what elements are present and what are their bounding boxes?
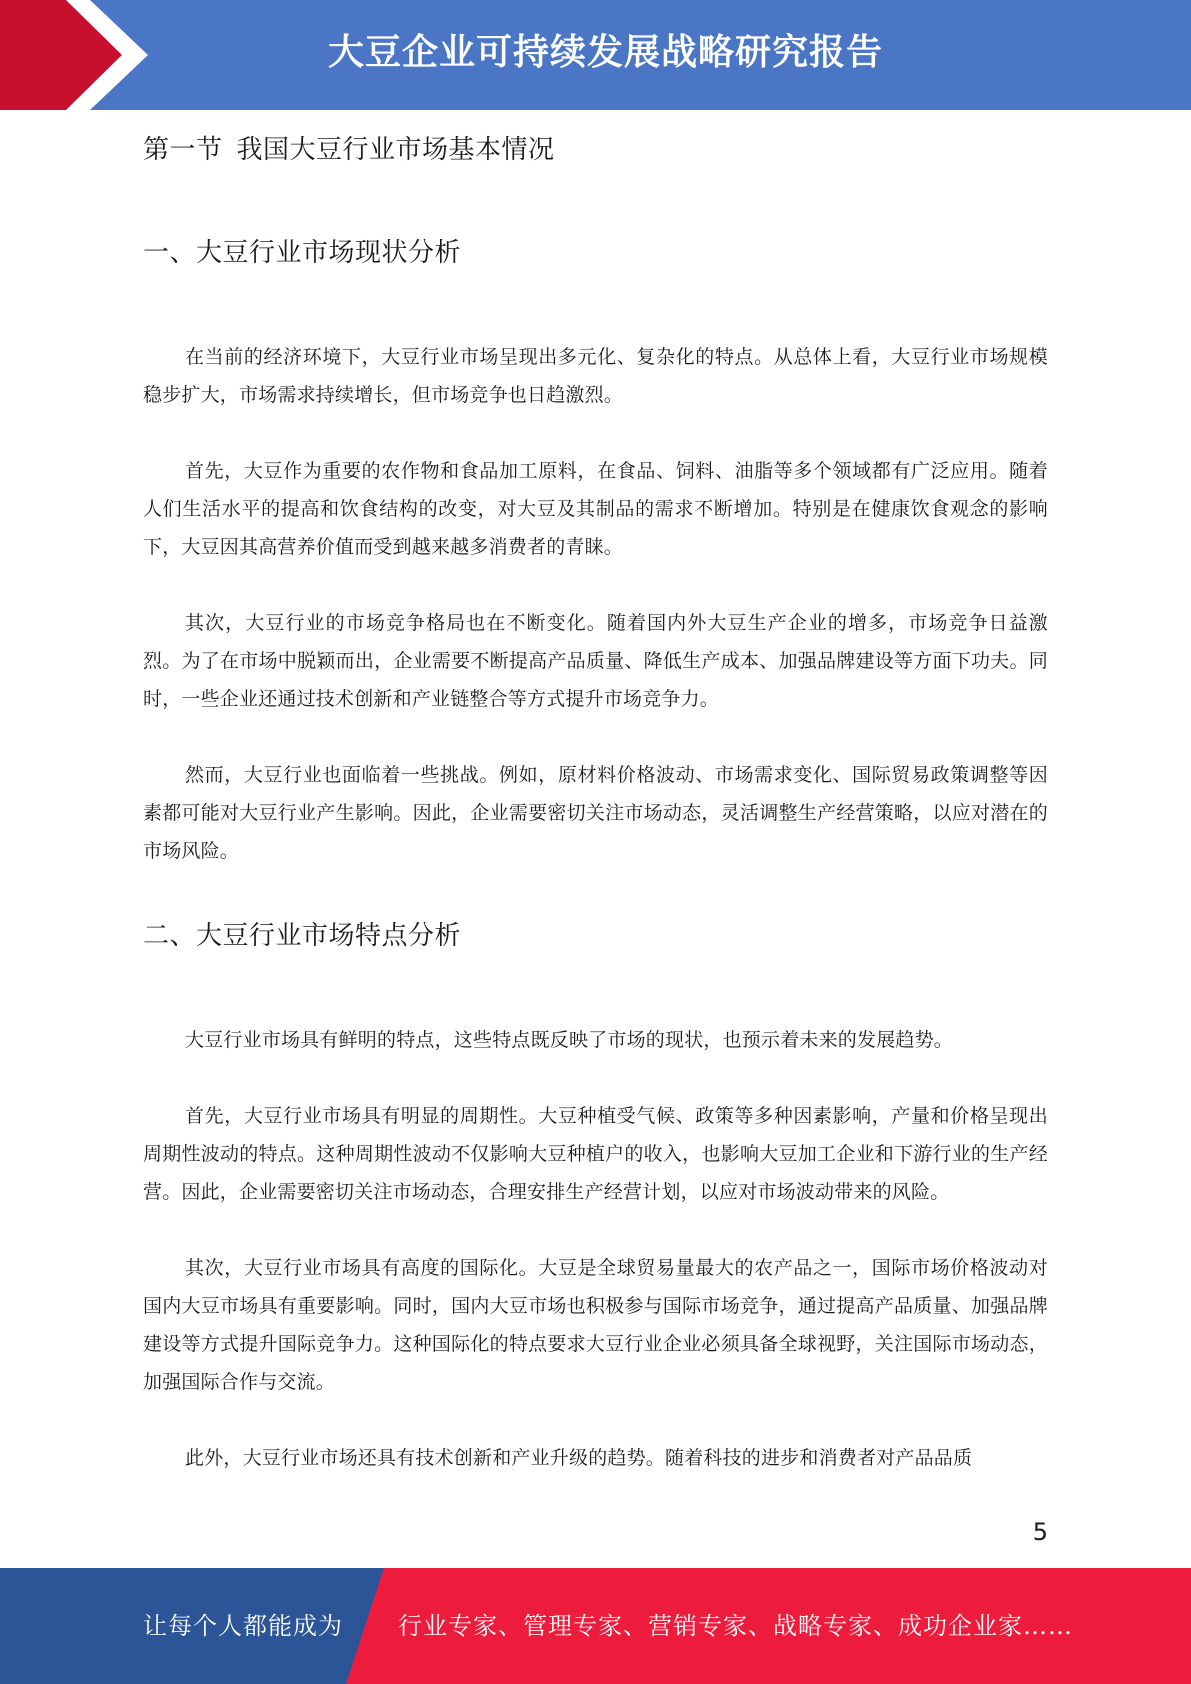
section-name: 我国大豆行业市场基本情况 [236, 135, 555, 165]
footer-slogan-left: 让每个人都能成为 [143, 1612, 343, 1640]
heading-market-status: 一、大豆行业市场现状分析 [143, 238, 462, 268]
page-header [0, 0, 1191, 110]
paragraph: 其次，大豆行业的市场竞争格局也在不断变化。随着国内外大豆生产企业的增多，市场竞争日益激烈。为了在市场中脱颖而出，企业需要不断提高产品质量、降低生产成本、加强品牌建设等方面下功夫。同时，一些企业还通过技术创新和产业链整合等方式提升市场竞争力。 [143, 612, 1048, 710]
report-title: 大豆企业可持续发展战略研究报告 [327, 32, 883, 73]
section-title [143, 130, 1048, 170]
paragraph: 首先，大豆行业市场具有明显的周期性。大豆种植受气候、政策等多种因素影响，产量和价格呈现出周期性波动的特点。这种周期性波动不仅影响大豆种植户的收入，也影响大豆加工企业和下游行业的生产经营。因此，企业需要密切关注市场动态，合理安排生产经营计划，以应对市场波动带来的风险。 [143, 1105, 1048, 1203]
page-number: 5 [1032, 1518, 1048, 1546]
paragraph: 然而，大豆行业也面临着一些挑战。例如，原材料价格波动、市场需求变化、国际贸易政策调整等因素都可能对大豆行业产生影响。因此，企业需要密切关注市场动态，灵活调整生产经营策略，以应对潜在的市场风险。 [143, 764, 1048, 862]
heading-market-features: 二、大豆行业市场特点分析 [143, 921, 462, 951]
paragraph: 在当前的经济环境下，大豆行业市场呈现出多元化、复杂化的特点。从总体上看，大豆行业市场规模稳步扩大，市场需求持续增长，但市场竞争也日趋激烈。 [143, 346, 1048, 406]
page-footer [0, 1568, 1191, 1684]
footer-slogan-right: 行业专家、管理专家、营销专家、战略专家、成功企业家…… [398, 1612, 1073, 1640]
paragraph: 此外，大豆行业市场还具有技术创新和产业升级的趋势。随着科技的进步和消费者对产品品质 [185, 1447, 973, 1469]
paragraph: 大豆行业市场具有鲜明的特点，这些特点既反映了市场的现状，也预示着未来的发展趋势。 [185, 1029, 954, 1051]
page-content [143, 130, 1048, 1477]
paragraph: 其次，大豆行业市场具有高度的国际化。大豆是全球贸易量最大的农产品之一，国际市场价格波动对国内大豆市场具有重要影响。同时，国内大豆市场也积极参与国际市场竞争，通过提高产品质量、加强品牌建设等方式提升国际竞争力。这种国际化的特点要求大豆行业企业必须具备全球视野，关注国际市场动态，加强国际合作与交流。 [143, 1257, 1048, 1393]
section-label: 第一节 [143, 135, 223, 165]
paragraph: 首先，大豆作为重要的农作物和食品加工原料，在食品、饲料、油脂等多个领域都有广泛应用。随着人们生活水平的提高和饮食结构的改变，对大豆及其制品的需求不断增加。特别是在健康饮食观念的影响下，大豆因其高营养价值而受到越来越多消费者的青睐。 [143, 460, 1048, 558]
